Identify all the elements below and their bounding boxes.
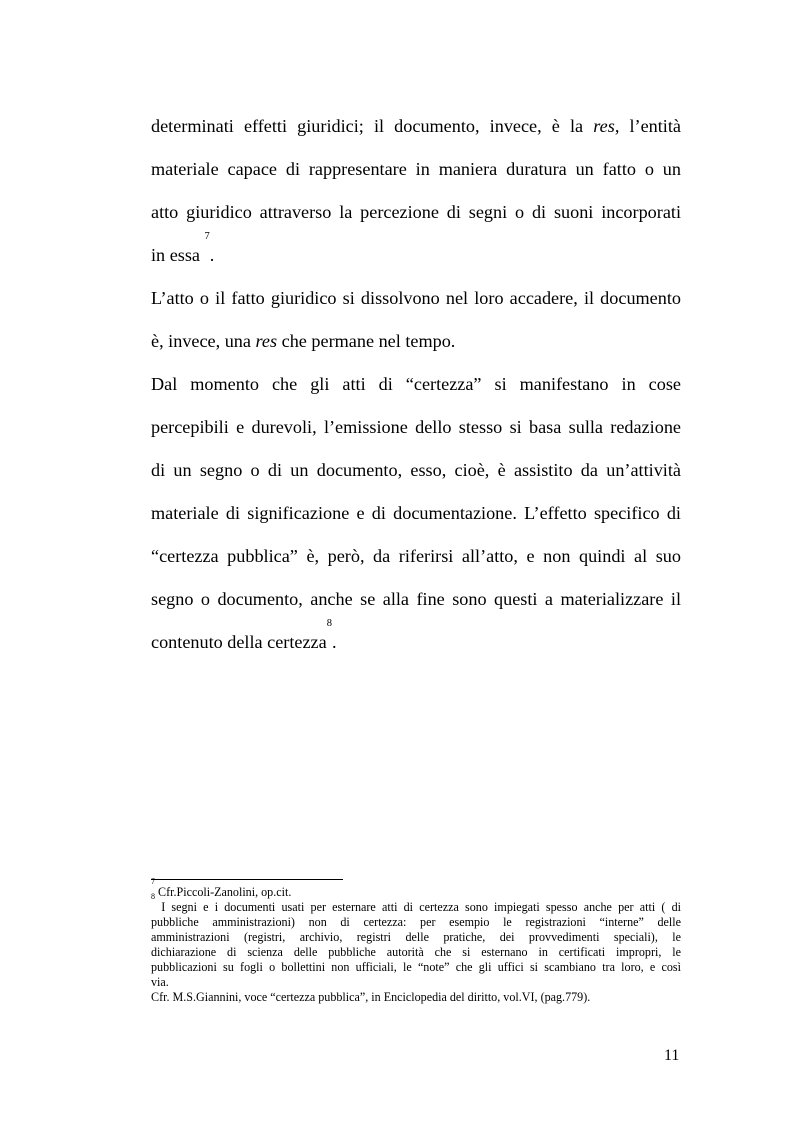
footnote-line: pubbliche amministrazioni) non di certezza: per esempio le registrazioni “interne” delle [151, 915, 681, 929]
text-line [151, 329, 681, 353]
text-run: determinati effetti giuridici; il documento, invece, è la [151, 116, 594, 136]
text-line: materiale di significazione e di documentazione. L’effetto specifico di [151, 503, 681, 523]
italic-term: res [593, 116, 615, 136]
footnote-number: 7 [151, 877, 155, 886]
text-run: è, invece, una [151, 331, 256, 351]
text-line: atto giuridico attraverso la percezione di segni o di suoni incorporati [151, 202, 681, 222]
text-run: contenuto della certezza [151, 632, 327, 652]
footnote-number: 8 [151, 892, 155, 901]
text-line: Dal momento che gli atti di “certezza” si manifestano in cose [151, 374, 681, 394]
text-line [151, 231, 681, 267]
text-line: segno o documento, anche se alla fine sono questi a materializzare il [151, 589, 681, 609]
footnote-separator [151, 879, 343, 880]
text-line: percepibili e durevoli, l’emissione dello stesso si basa sulla redazione [151, 417, 681, 437]
footnote-line: dichiarazione di scienza delle pubbliche autorità che si esternano in certificati impropri, le [151, 945, 681, 959]
italic-term: res [255, 331, 278, 351]
footnote-line: amministrazioni (registri, archivio, registri delle pratiche, dei provvedimenti speciali), le [151, 930, 681, 944]
footnote-line: pubblicazioni su fogli o bollettini non ufficiali, le “note” che gli uffici si scambiano tra loro, e così [151, 960, 681, 974]
text-run: , l’entità [614, 116, 681, 136]
text-line [151, 618, 681, 654]
footnote-ref-8[interactable]: 8 [326, 618, 332, 629]
text-run: . [331, 632, 337, 652]
footnote-text: Cfr.Piccoli-Zanolini, op.cit. [155, 885, 292, 899]
footnote-text: I segni e i documenti usati per esternare atti di certezza sono impiegati spesso anche per atti ( di [155, 900, 681, 914]
text-line: di un segno o di un documento, esso, cioè, è assistito da un’attività [151, 460, 681, 480]
text-line [151, 114, 681, 138]
footnote-line: Cfr. M.S.Giannini, voce “certezza pubblica”, in Enciclopedia del diritto, vol.VI, (pag.779). [151, 990, 591, 1004]
text-run: che permane nel tempo. [277, 331, 456, 351]
page-number: 11 [664, 1047, 680, 1064]
text-line: “certezza pubblica” è, però, da riferirsi all’atto, e non quindi al suo [151, 546, 681, 566]
text-line: L’atto o il fatto giuridico si dissolvono nel loro accadere, il documento [151, 288, 681, 308]
text-run: . [209, 245, 215, 265]
text-run: in essa [151, 245, 205, 265]
footnote-7 [151, 877, 681, 899]
footnote-ref-7[interactable]: 7 [204, 231, 210, 242]
text-line: materiale capace di rappresentare in maniera duratura un fatto o un [151, 159, 681, 179]
footnote-line: via. [151, 975, 169, 989]
